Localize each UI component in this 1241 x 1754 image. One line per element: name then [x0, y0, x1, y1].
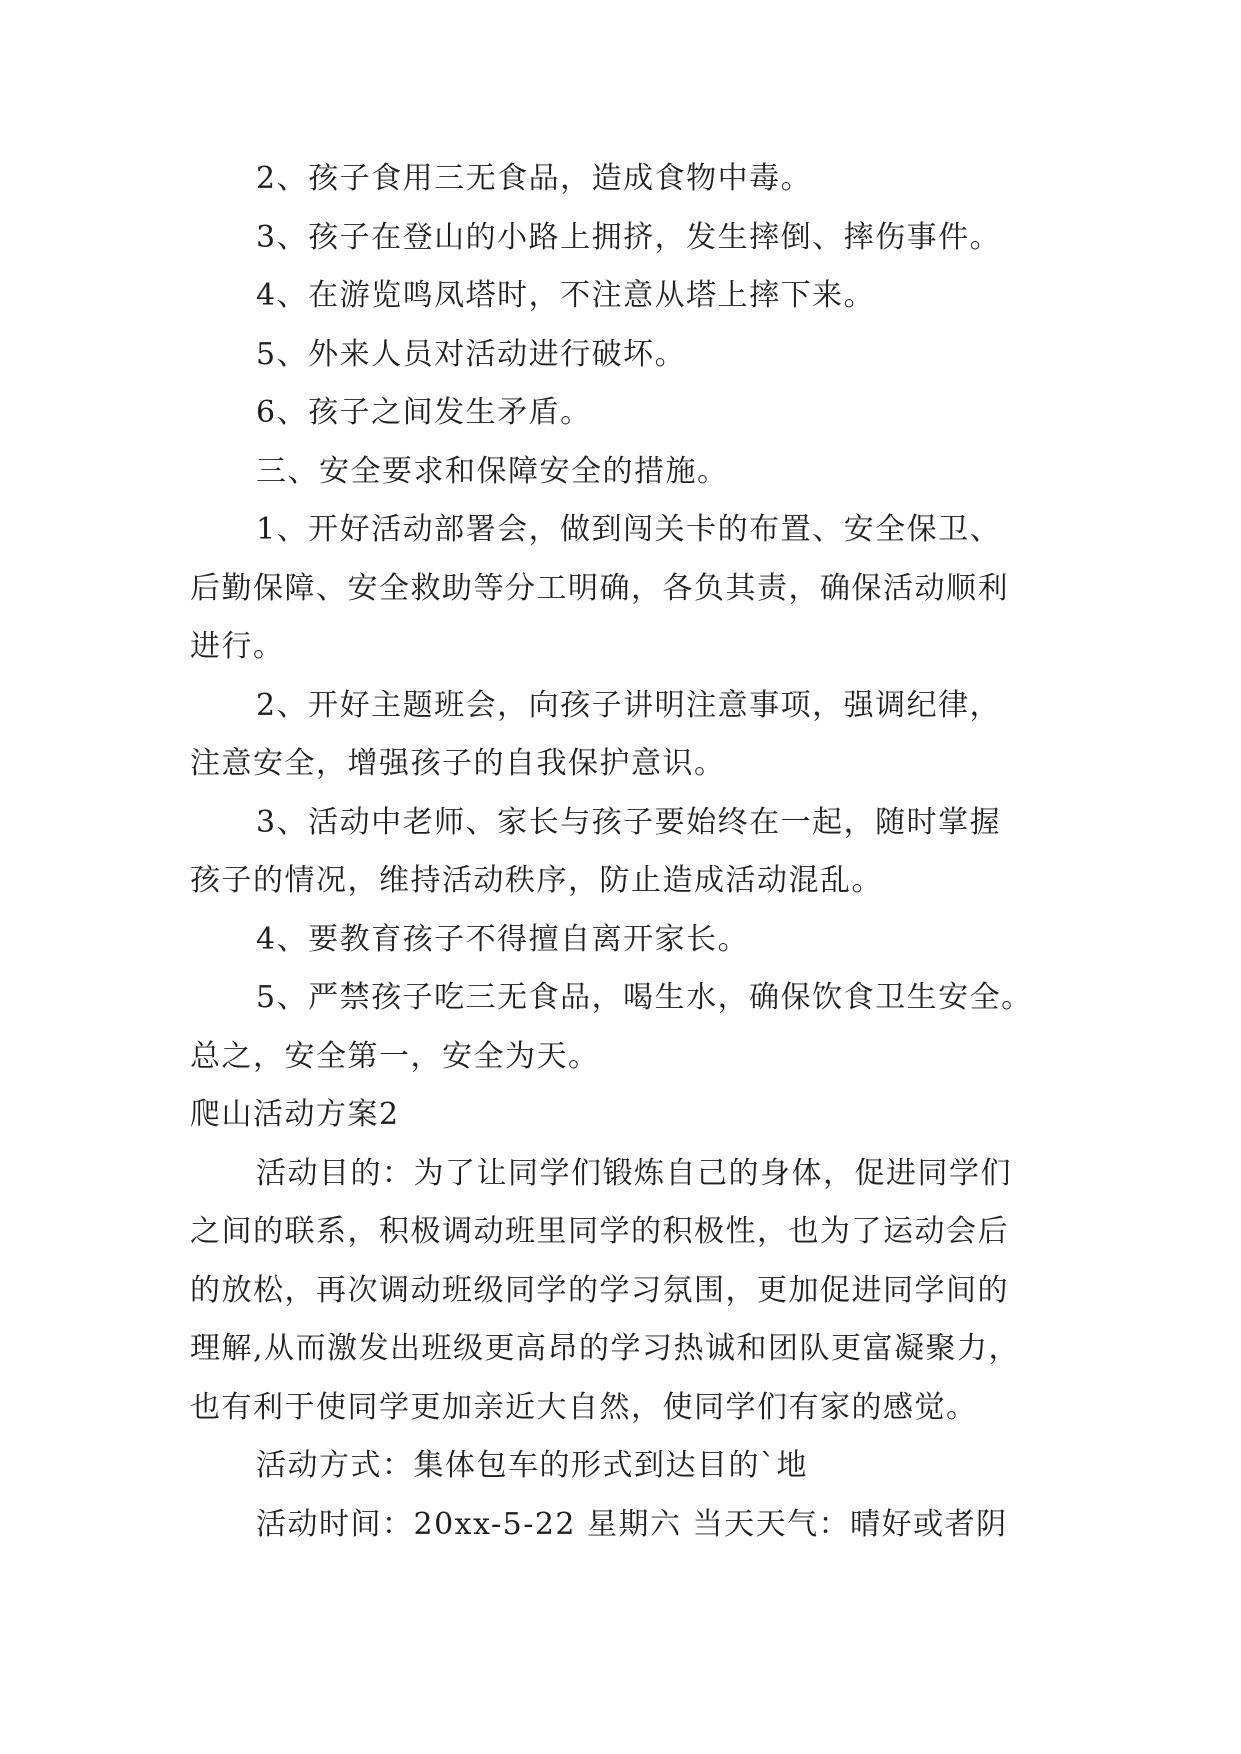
paragraph-line: 活动时间：20xx-5-22 星期六 当天天气：晴好或者阴 — [256, 1506, 1008, 1542]
document-title: 爬山活动方案2 — [190, 1097, 400, 1132]
paragraph-line: 6、孩子之间发生矛盾。 — [256, 395, 592, 430]
paragraph-line: 4、要教育孩子不得擅自离开家长。 — [256, 921, 750, 957]
paragraph-line: 2、孩子食用三无食品，造成食物中毒。 — [256, 161, 813, 196]
paragraph-line: 1、开好活动部署会，做到闯关卡的布置、安全保卫、 — [256, 512, 1002, 547]
paragraph-line: 之间的联系，积极调动班里同学的积极性，也为了运动会后 — [190, 1214, 1009, 1249]
paragraph-line: 3、孩子在登山的小路上拥挤，发生摔倒、摔伤事件。 — [256, 219, 1002, 255]
paragraph-line: 5、严禁孩子吃三无食品，喝生水，确保饮食卫生安全。 — [256, 980, 1033, 1015]
paragraph-line: 活动方式：集体包车的形式到达目的`地 — [256, 1448, 808, 1483]
paragraph-line: 孩子的情况，维持活动秩序，防止造成活动混乱。 — [190, 863, 883, 898]
paragraph-line: 后勤保障、安全救助等分工明确，各负其责，确保活动顺利 — [190, 570, 1009, 606]
paragraph-line: 进行。 — [190, 629, 285, 664]
paragraph-line: 活动目的：为了让同学们锻炼自己的身体，促进同学们 — [256, 1155, 1012, 1191]
paragraph-line: 理解,从而激发出班级更高昂的学习热诚和团队更富凝聚力， — [190, 1331, 1021, 1366]
section-heading: 三、安全要求和保障安全的措施。 — [256, 453, 729, 489]
paragraph-line: 的放松，再次调动班级同学的学习氛围，更加促进同学间的 — [190, 1272, 1009, 1308]
paragraph-line: 2、开好主题班会，向孩子讲明注意事项，强调纪律， — [256, 687, 1002, 723]
paragraph-line: 4、在游览鸣凤塔时，不注意从塔上摔下来。 — [256, 278, 876, 313]
paragraph-line: 注意安全，增强孩子的自我保护意识。 — [190, 746, 726, 781]
document-body — [190, 150, 1070, 1554]
paragraph-line: 总之，安全第一，安全为天。 — [190, 1038, 600, 1074]
paragraph-line: 3、活动中老师、家长与孩子要始终在一起，随时掌握 — [256, 804, 1002, 840]
paragraph-line: 也有利于使同学更加亲近大自然，使同学们有家的感觉。 — [190, 1389, 978, 1425]
paragraph-line: 5、外来人员对活动进行破坏。 — [256, 336, 687, 372]
